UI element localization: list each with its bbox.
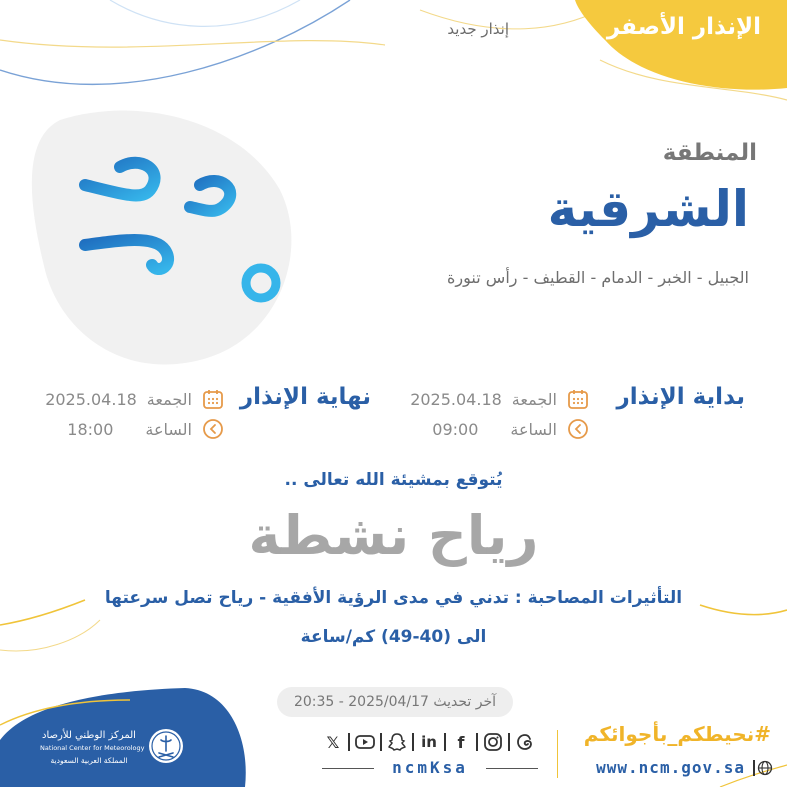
region-label: المنطقة bbox=[662, 140, 757, 166]
region-name: الشرقية bbox=[547, 180, 749, 238]
end-time-row bbox=[67, 418, 224, 440]
hashtag: #نحيطكم_بأجوائكم bbox=[583, 722, 771, 746]
snapchat-icon[interactable] bbox=[386, 731, 408, 753]
ncm-logo-emblem-icon bbox=[147, 727, 185, 765]
calendar-icon bbox=[202, 388, 224, 410]
wind-icon bbox=[70, 145, 290, 315]
end-date-row bbox=[45, 388, 224, 410]
last-update-badge: آخر تحديث 2025/04/17 - 20:35 bbox=[277, 687, 513, 717]
new-warning-label: إنذار جديد bbox=[447, 20, 509, 38]
website-link[interactable]: www.ncm.gov.sa bbox=[596, 758, 745, 777]
website-separator bbox=[753, 760, 755, 776]
effects-line-1: التأثيرات المصاحبة : تدني في مدى الرؤية الأفقية - رياح تصل سرعتها bbox=[104, 588, 683, 608]
end-date: 2025.04.18 bbox=[45, 389, 137, 409]
end-time: 18:00 bbox=[67, 419, 114, 439]
linkedin-icon[interactable]: in bbox=[421, 733, 437, 751]
start-time: 09:00 bbox=[432, 419, 479, 439]
clock-chevron-icon bbox=[567, 418, 589, 440]
org-name-en: National Center for Meteorology bbox=[40, 744, 145, 752]
handle-line-left bbox=[322, 768, 374, 769]
start-date: 2025.04.18 bbox=[410, 389, 502, 409]
country-name-ar: المملكة العربية السعودية bbox=[50, 756, 128, 765]
end-time-label: الساعة bbox=[145, 419, 192, 439]
start-day-label: الجمعة bbox=[511, 389, 557, 409]
handle-line-right bbox=[486, 768, 538, 769]
social-icons bbox=[322, 731, 536, 753]
cities-list: الجبيل - الخبر - الدمام - القطيف - رأس تنورة bbox=[447, 268, 749, 287]
start-time-row bbox=[432, 418, 589, 440]
end-day-label: الجمعة bbox=[146, 389, 192, 409]
social-handle[interactable]: ncmKsa bbox=[392, 758, 468, 777]
start-time-label: الساعة bbox=[510, 419, 557, 439]
warning-level-title: الإنذار الأصفر bbox=[606, 14, 761, 40]
globe-icon bbox=[757, 760, 773, 776]
instagram-icon[interactable] bbox=[482, 731, 504, 753]
end-title: نهاية الإنذار bbox=[239, 384, 371, 410]
phenomenon-title: رياح نشطة bbox=[248, 504, 539, 567]
clock-chevron-icon bbox=[202, 418, 224, 440]
facebook-icon[interactable]: f bbox=[457, 732, 465, 752]
threads-icon[interactable] bbox=[514, 731, 536, 753]
forecast-intro: يُتوقع بمشيئة الله تعالى .. bbox=[284, 470, 503, 490]
footer-divider bbox=[557, 730, 558, 778]
effects-line-2: الى (40-49) كم/ساعة bbox=[300, 627, 487, 647]
start-date-row bbox=[410, 388, 589, 410]
calendar-icon bbox=[567, 388, 589, 410]
x-icon[interactable]: 𝕏 bbox=[326, 732, 340, 752]
youtube-icon[interactable] bbox=[354, 731, 376, 753]
org-name-ar: المركز الوطني للأرصاد bbox=[42, 730, 136, 741]
start-title: بداية الإنذار bbox=[616, 384, 745, 410]
